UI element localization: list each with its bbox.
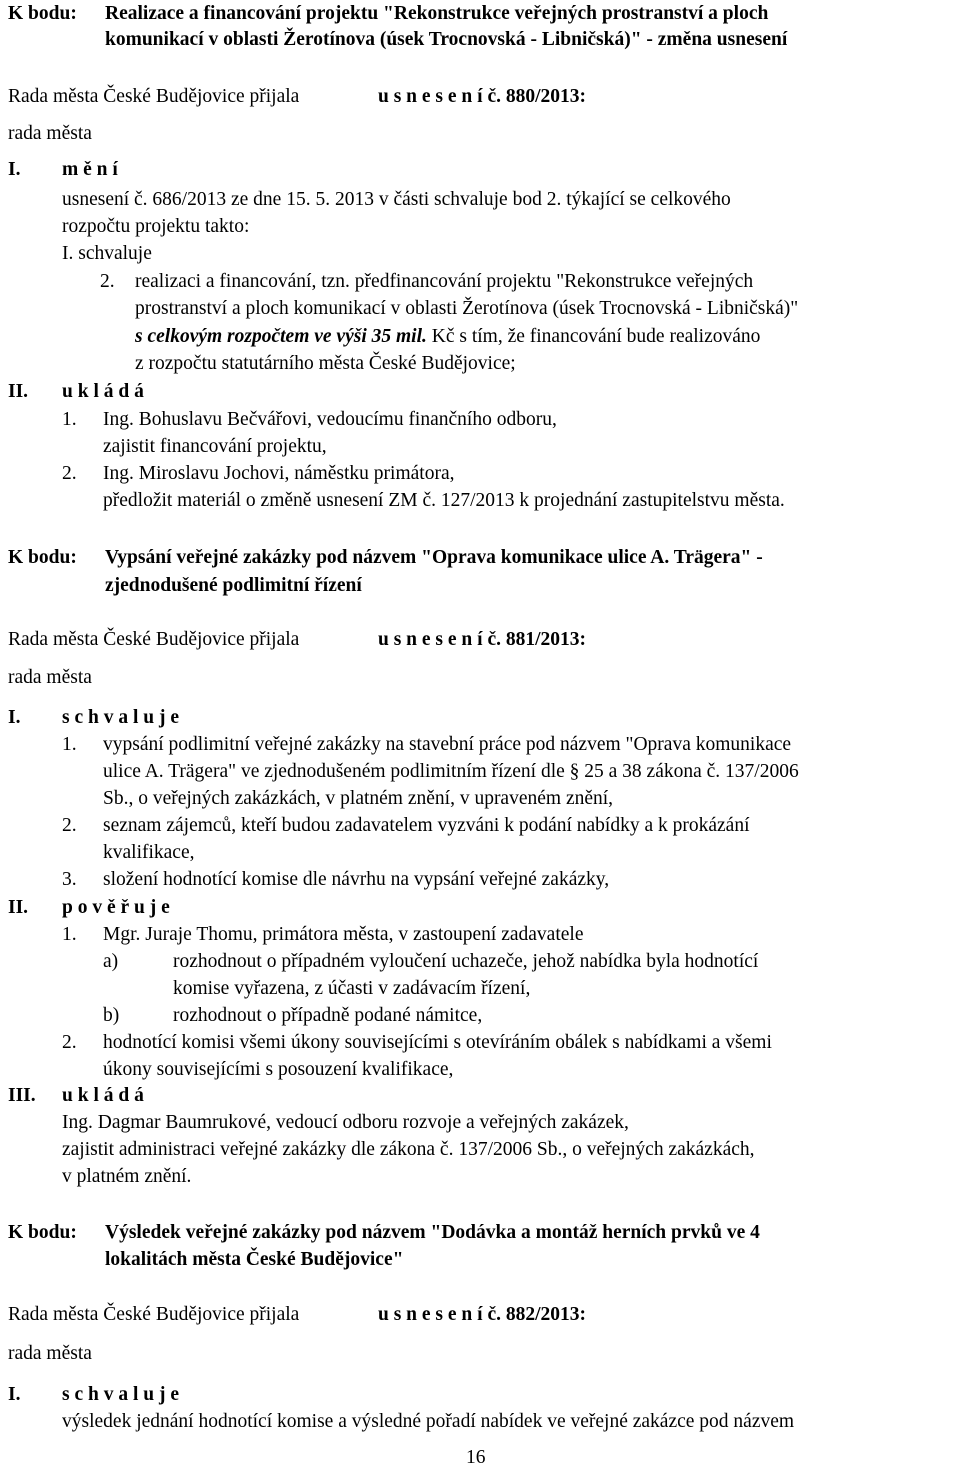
section-verb: u k l á d á [62,1085,144,1106]
body-line: z rozpočtu statutárního města České Budějovice; [135,353,516,374]
section-number: III. [8,1085,36,1106]
budget-rest: Kč s tím, že financování bude realizováno [426,326,761,347]
body-line: složení hodnotící komise dle návrhu na vypsání veřejné zakázky, [103,869,610,890]
budget-emphasis: s celkovým rozpočtem ve výši 35 mil. [135,326,427,347]
body-line: ulice A. Trägera" ve zjednodušeném podlimitním řízení dle § 25 a 38 zákona č. 137/2006 [103,761,799,782]
body-line: předložit materiál o změně usnesení ZM č. 127/2013 k projednání zastupitelstvu města. [103,490,785,511]
resolution-intro: Rada města České Budějovice přijala [8,629,300,650]
section-verb: s c h v a l u j e [62,707,179,728]
page-number: 16 [466,1447,486,1468]
agenda-title-line-2: zjednodušené podlimitní řízení [105,575,362,596]
item-number: 1. [62,924,77,945]
section-verb: m ě n í [62,159,118,180]
sub-item-letter: a) [103,951,119,972]
resolution-number: u s n e s e n í č. 882/2013: [378,1304,587,1325]
body-line: rozhodnout o případném vyloučení uchazeče, jehož nabídka byla hodnotící [173,951,759,972]
body-line: v platném znění. [62,1166,192,1187]
item-number: 2. [62,1032,77,1053]
body-line: I. schvaluje [62,243,152,264]
body-line: Sb., o veřejných zakázkách, v platném znění, v upraveném znění, [103,788,614,809]
body-line: rozhodnout o případně podané námitce, [173,1005,483,1026]
item-number: 2. [100,271,115,292]
body-line [135,325,760,349]
council-label: rada města [8,667,92,688]
item-number: 2. [62,815,77,836]
body-line: komise vyřazena, z účasti v zadávacím řízení, [173,978,531,999]
agenda-title-line-2: lokalitách města České Budějovice" [105,1249,404,1270]
agenda-label: K bodu: [8,1222,77,1243]
section-number: II. [8,381,29,402]
body-line: Mgr. Juraje Thomu, primátora města, v zastoupení zadavatele [103,924,584,945]
section-verb: p o v ě ř u j e [62,897,170,918]
body-line: Ing. Miroslavu Jochovi, náměstku primátora, [103,463,455,484]
agenda-title-line-2: komunikací v oblasti Žerotínova (úsek Trocnovská - Libničská)" - změna usnesení [105,29,788,50]
agenda-title-line-1: Vypsání veřejné zakázky pod názvem "Oprava komunikace ulice A. Trägera" - [105,547,763,568]
body-line: kvalifikace, [103,842,195,863]
section-number: I. [8,159,21,180]
council-label: rada města [8,123,92,144]
body-line: prostranství a ploch komunikací v oblasti Žerotínova (úsek Trocnovská - Libničská)" [135,298,799,319]
item-number: 1. [62,409,77,430]
resolution-intro: Rada města České Budějovice přijala [8,1304,300,1325]
section-verb: s c h v a l u j e [62,1384,179,1405]
body-line: seznam zájemců, kteří budou zadavatelem vyzváni k podání nabídky a k prokázání [103,815,750,836]
item-number: 3. [62,869,77,890]
agenda-title-line-1: Výsledek veřejné zakázky pod názvem "Dodávka a montáž herních prvků ve 4 [105,1222,760,1243]
agenda-title-line-1: Realizace a financování projektu "Rekonstrukce veřejných prostranství a ploch [105,3,769,24]
item-number: 1. [62,734,77,755]
body-line: hodnotící komisi všemi úkony souvisejícími s otevíráním obálek s nabídkami a všemi [103,1032,772,1053]
resolution-intro: Rada města České Budějovice přijala [8,86,300,107]
section-number: I. [8,1384,21,1405]
body-line: výsledek jednání hodnotící komise a výsledné pořadí nabídek ve veřejné zakázce pod názvem [62,1411,795,1432]
body-line: zajistit financování projektu, [103,436,327,457]
agenda-label: K bodu: [8,3,77,24]
body-line: zajistit administraci veřejné zakázky dle zákona č. 137/2006 Sb., o veřejných zakázkách, [62,1139,755,1160]
body-line: rozpočtu projektu takto: [62,216,250,237]
section-verb: u k l á d á [62,381,144,402]
resolution-number: u s n e s e n í č. 881/2013: [378,629,587,650]
body-line: Ing. Dagmar Baumrukové, vedoucí odboru rozvoje a veřejných zakázek, [62,1112,629,1133]
agenda-label: K bodu: [8,547,77,568]
body-line: vypsání podlimitní veřejné zakázky na stavební práce pod názvem "Oprava komunikace [103,734,792,755]
body-line: Ing. Bohuslavu Bečvářovi, vedoucímu finančního odboru, [103,409,557,430]
section-number: I. [8,707,21,728]
sub-item-letter: b) [103,1005,120,1026]
item-number: 2. [62,463,77,484]
body-line: úkony souvisejícími s posouzení kvalifikace, [103,1059,454,1080]
resolution-number: u s n e s e n í č. 880/2013: [378,86,587,107]
body-line: usnesení č. 686/2013 ze dne 15. 5. 2013 v části schvaluje bod 2. týkající se celkového [62,189,731,210]
body-line: realizaci a financování, tzn. předfinancování projektu "Rekonstrukce veřejných [135,271,754,292]
section-number: II. [8,897,29,918]
council-label: rada města [8,1343,92,1364]
